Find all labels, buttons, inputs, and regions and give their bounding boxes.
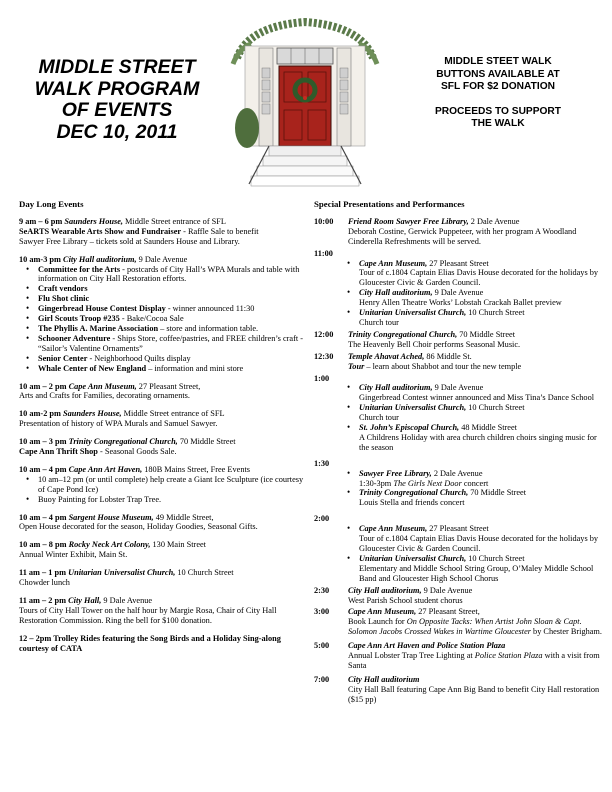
list-item: • Senior Center - Neighborhood Quilts display	[19, 354, 304, 364]
button-donation-notice: MIDDLE STEET WALK BUTTONS AVAILABLE AT SFL FOR $2 DONATION PROCEEDS TO SUPPORT THE WALK	[434, 56, 562, 129]
page-title: MIDDLE STREET WALK PROGRAM OF EVENTS DEC 10, 2011	[34, 56, 200, 143]
event-item: 10 am – 3 pm Trinity Congregational Church, 70 Middle Street Cape Ann Thrift Shop - Seasonal Goods Sale.	[19, 437, 236, 457]
list-item: • City Hall auditorium, 9 Dale Avenue Gingerbread Contest winner announced and Miss Tina’s Dance School	[340, 383, 608, 403]
door-wreath-illustration	[229, 18, 381, 194]
event-item: 10 am – 2 pm Cape Ann Museum, 27 Pleasant Street, Arts and Crafts for Families, decorating ornaments.	[19, 381, 201, 401]
schedule-slot: 1:30	[314, 458, 330, 468]
list-item: • Sawyer Free Library, 2 Dale Avenue 1:30-3pm The Girls Next Door concert	[340, 469, 608, 489]
city-hall-activities-list	[19, 265, 304, 374]
list-item: • Buoy Painting for Lobster Trap Tree.	[19, 495, 304, 505]
list-item: • Unitarian Universalist Church, 10 Church Street Church tour	[340, 403, 608, 423]
event-item: 10 am-2 pm Saunders House, Middle Street entrance of SFL Presentation of history of WPA Murals and Samuel Sawyer.	[19, 409, 225, 429]
list-item: • 10 am–12 pm (or until complete) help create a Giant Ice Sculpture (ice courtesy of Cape Pond Ice)	[19, 475, 304, 495]
list-item: • Cape Ann Museum, 27 Pleasant Street Tour of c.1804 Captain Elias Davis House decorated for the holidays by Gloucester Civic & Garden Council.	[340, 524, 608, 554]
schedule-slot: 11:00	[314, 248, 333, 258]
list-item: • Cape Ann Museum, 27 Pleasant Street Tour of c.1804 Captain Elias Davis House decorated for the holidays by Gloucester Civic & Garden Council.	[340, 259, 608, 289]
schedule-slot: 10:00 Friend Room Sawyer Free Library, 2 Dale Avenue Deborah Costine, Gerwick Puppeteer, with her program A Woodland Cinderella Refreshments will be served.	[314, 216, 577, 246]
schedule-slot: 7:00 City Hall auditorium City Hall Ball featuring Cape Ann Big Band to benefit City Hall restoration ($15 pp)	[314, 674, 600, 704]
list-item: • St. John’s Episcopal Church, 48 Middle Street A Childrens Holiday with area church children choirs singing music for the season	[340, 423, 608, 453]
list-item: • Girl Scouts Troop #235 - Bake/Cocoa Sale	[19, 314, 304, 324]
schedule-slot	[314, 259, 608, 328]
schedule-slot: 5:00 Cape Ann Art Haven and Police Station Plaza Annual Lobster Trap Tree Lighting at Police Station Plaza with a visit from Santa	[314, 641, 600, 670]
event-item: 10 am – 4 pm Sargent House Museum, 49 Middle Street, Open House decorated for the season, Holiday Goodies, Seasonal Gifts.	[19, 512, 258, 532]
event-item: 11 am – 2 pm City Hall, 9 Dale Avenue Tours of City Hall Tower on the half hour by Margie Rosa, Chair of City Hall Restoration Commission. Ring the bell for $100 donation.	[19, 596, 277, 625]
art-haven-activities-list	[19, 475, 304, 505]
list-item: • Whale Center of New England – information and mini store	[19, 364, 304, 374]
event-item: 11 am – 1 pm Unitarian Universalist Church, 10 Church Street Chowder lunch	[19, 568, 234, 588]
list-item: • Schooner Adventure - Ships Store, coffee/pastries, and FREE children’s craft - “Sailor’s Valentine Ornaments”	[19, 334, 304, 354]
schedule-slot: 3:00 Cape Ann Museum, 27 Pleasant Street, Book Launch for On Opposite Tacks: When Artist John Sloan & Capt. Solomon Jacobs Crossed Wakes in Wartime Gloucester by Chester Brigham.	[314, 607, 602, 637]
list-item: • The Phyllis A. Marine Association – store and information table.	[19, 324, 304, 334]
list-item: • Unitarian Universalist Church, 10 Church Street Church tour	[340, 308, 608, 328]
list-item: • City Hall auditorium, 9 Dale Avenue Henry Allen Theatre Works’ Lobstah Crackah Ballet preview	[340, 288, 608, 308]
special-presentations-column	[314, 200, 608, 707]
list-item: • Gingerbread House Contest Display - winner announced 11:30	[19, 304, 304, 314]
schedule-slot	[314, 524, 608, 583]
schedule-slot	[314, 383, 608, 452]
day-long-heading: Day Long Events	[19, 199, 84, 209]
event-item: 10 am – 8 pm Rocky Neck Art Colony, 130 Main Street Annual Winter Exhibit, Main St.	[19, 540, 206, 560]
special-heading: Special Presentations and Performances	[314, 199, 465, 209]
schedule-slot: 2:00	[314, 514, 330, 524]
schedule-slot: 2:30 City Hall auditorium, 9 Dale Avenue West Parish School student chorus	[314, 585, 473, 605]
schedule-slot: 12:00 Trinity Congregational Church, 70 Middle Street The Heavenly Bell Choir performs Seasonal Music.	[314, 329, 521, 349]
event-item: 12 – 2pm Trolley Rides featuring the Song Birds and a Holiday Sing-along courtesy of CATA	[19, 633, 281, 653]
schedule-slot: 12:30 Temple Ahavat Ached, 86 Middle St. Tour – learn about Shabbot and tour the new temple	[314, 351, 522, 371]
list-item: • Flu Shot clinic	[19, 294, 304, 304]
list-item: • Trinity Congregational Church, 70 Middle Street Louis Stella and friends concert	[340, 488, 608, 508]
schedule-slot	[314, 469, 608, 509]
list-item: • Committee for the Arts - postcards of City Hall’s WPA Murals and table with information on City Hall Restoration efforts.	[19, 265, 304, 285]
list-item: • Unitarian Universalist Church, 10 Church Street Elementary and Middle School String Group, O’Maley Middle School Band and Gloucester High School Chorus	[340, 554, 608, 584]
event-item: 10 am-3 pm City Hall auditorium, 9 Dale Avenue • Committee for the Arts - postcards of City Hall’s WPA Murals and table with information on City Hall Restoration efforts. • Craft vendors • Flu Shot clinic • Gingerbread House Contest Display - winner announced 11:30 • Girl Scouts Troop #235 - Bake/Cocoa Sale • The Phyllis A. Marine Association – store and information table. • Schooner Adventure - Ships Store, coffee/pastries, and FREE children’s craft - “Sailor’s Valentine Ornaments” • Senior Center - Neighborhood Quilts display • Whale Center of New England – information and mini store	[19, 255, 304, 374]
event-item: 10 am – 4 pm Cape Ann Art Haven, 180B Mains Street, Free Events • 10 am–12 pm (or until complete) help create a Giant Ice Sculpture (ice courtesy of Cape Pond Ice) • Buoy Painting for Lobster Trap Tree.	[19, 465, 304, 505]
schedule-slot: 1:00	[314, 373, 330, 383]
day-long-events-column	[19, 200, 304, 662]
list-item: • Craft vendors	[19, 284, 304, 294]
event-item: 9 am – 6 pm Saunders House, Middle Street entrance of SFL SeARTS Wearable Arts Show and Fundraiser - Raffle Sale to benefit Sawyer Free Library – tickets sold at Saunders House and Library.	[19, 216, 259, 246]
